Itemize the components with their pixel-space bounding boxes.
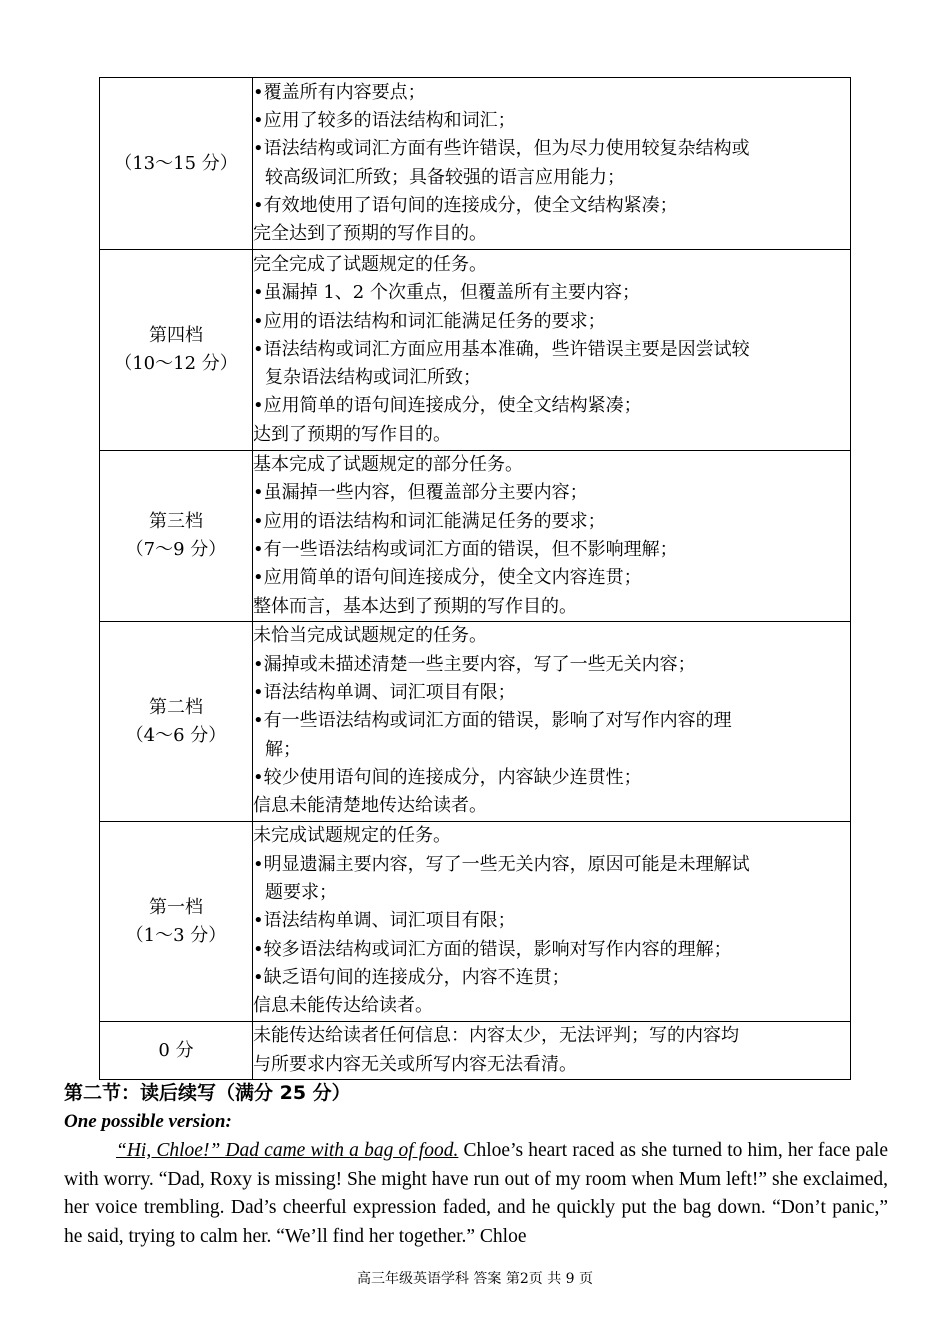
- criteria-line: •语法结构或词汇方面应用基本准确，些许错误主要是因尝试较: [253, 338, 750, 360]
- rubric-row: [100, 250, 851, 451]
- criteria-line: •语法结构单调、词汇项目有限；: [253, 910, 516, 932]
- criteria-cell: [253, 622, 851, 822]
- criteria-line: 完全达到了预期的写作目的。: [253, 223, 487, 245]
- criteria-line: 未能传达给读者任何信息：内容太少，无法评判；写的内容均: [253, 1025, 739, 1047]
- grade-level: 第三档: [149, 511, 203, 532]
- grade-cell: [100, 250, 253, 451]
- grade-level: 第二档: [149, 696, 203, 718]
- grade-cell: [100, 622, 253, 822]
- criteria-line: •虽漏掉 1、2 个次重点，但覆盖所有主要内容；: [253, 282, 640, 304]
- grade-score: （7～9 分）: [125, 539, 227, 560]
- grade-cell: [100, 1022, 253, 1080]
- criteria-cell: [253, 822, 851, 1022]
- sample-essay: [64, 1137, 888, 1251]
- criteria-line: 题要求；: [265, 882, 337, 904]
- rubric-row: [100, 1022, 851, 1080]
- grade-score: 0 分: [158, 1039, 194, 1061]
- criteria-line: •应用的语法结构和词汇能满足任务的要求；: [253, 310, 606, 332]
- criteria-line: •应用了较多的语法结构和词汇；: [253, 109, 516, 131]
- criteria-line: 达到了预期的写作目的。: [253, 423, 451, 445]
- criteria-line: •语法结构或词汇方面有些许错误，但为尽力使用较复杂结构或: [253, 138, 750, 160]
- rubric-body: [100, 78, 851, 1080]
- criteria-line: 整体而言，基本达到了预期的写作目的。: [253, 595, 577, 617]
- page-footer: 高三年级英语学科 答案 第2页 共 9 页: [356, 1271, 594, 1287]
- criteria-line: •有一些语法结构或词汇方面的错误，影响了对写作内容的理: [253, 710, 732, 732]
- criteria-cell: [253, 1022, 851, 1080]
- grade-score: （4～6 分）: [125, 724, 227, 746]
- criteria-line: 未完成试题规定的任务。: [253, 825, 451, 847]
- rubric-row: [100, 622, 851, 822]
- grade-score: （13～15 分）: [114, 152, 238, 174]
- criteria-line: 基本完成了试题规定的部分任务。: [253, 454, 523, 476]
- criteria-line: 完全完成了试题规定的任务。: [253, 253, 487, 275]
- grade-score: （10～12 分）: [114, 353, 238, 374]
- rubric-row: [100, 78, 851, 250]
- criteria-line: 未恰当完成试题规定的任务。: [253, 625, 487, 647]
- criteria-line: 与所要求内容无关或所写内容无法看清。: [253, 1053, 577, 1075]
- criteria-line: 信息未能传达给读者。: [253, 995, 433, 1017]
- criteria-line: 复杂语法结构或词汇所致；: [265, 367, 481, 389]
- criteria-line: •较多语法结构或词汇方面的错误，影响对写作内容的理解；: [253, 938, 732, 960]
- grade-level: 第一档: [149, 896, 203, 918]
- criteria-line: 解；: [265, 738, 301, 760]
- criteria-line: •有一些语法结构或词汇方面的错误，但不影响理解；: [253, 539, 678, 560]
- grade-cell: [100, 451, 253, 622]
- criteria-line: •应用的语法结构和词汇能满足任务的要求；: [253, 510, 606, 532]
- given-opening-sentence: “Hi, Chloe!” Dad came with a bag of food.: [116, 1140, 459, 1161]
- essay-body: Chloe’s heart raced as she turned to him, her face pale with worry. “Dad, Roxy is missing! She might have run out of my room when Mum left!” she exclaimed, her voice trembling. Dad’s cheerful expression faded, and he quickly put the bag down. “Don’t panic,” he said, trying to calm her. “We’ll find her together.” Chloe: [64, 1140, 888, 1247]
- scoring-rubric-table: [99, 77, 851, 1080]
- criteria-line: •缺乏语句间的连接成分，内容不连贯；: [253, 966, 570, 988]
- rubric-row: [100, 822, 851, 1022]
- criteria-line: •覆盖所有内容要点；: [253, 81, 426, 103]
- grade-cell: [100, 78, 253, 250]
- criteria-line: •明显遗漏主要内容，写了一些无关内容，原因可能是未理解试: [253, 853, 750, 875]
- criteria-line: •较少使用语句间的连接成分，内容缺少连贯性；: [253, 766, 642, 788]
- criteria-line: 较高级词汇所致；具备较强的语言应用能力；: [265, 166, 625, 188]
- rubric-row: [100, 451, 851, 622]
- criteria-cell: [253, 451, 851, 622]
- section-title: 第二节：读后续写（满分 25 分）: [64, 1082, 351, 1104]
- criteria-line: •有效地使用了语句间的连接成分，使全文结构紧凑；: [253, 194, 678, 216]
- grade-level: 第四档: [149, 325, 203, 346]
- criteria-line: •虽漏掉一些内容，但覆盖部分主要内容；: [253, 482, 588, 504]
- criteria-line: •漏掉或未描述清楚一些主要内容，写了一些无关内容；: [253, 653, 696, 675]
- grade-cell: [100, 822, 253, 1022]
- criteria-cell: [253, 250, 851, 451]
- criteria-line: •应用简单的语句间连接成分，使全文结构紧凑；: [253, 395, 642, 417]
- grade-score: （1～3 分）: [125, 924, 227, 946]
- version-label: One possible version:: [64, 1111, 232, 1132]
- criteria-line: •语法结构单调、词汇项目有限；: [253, 682, 516, 704]
- criteria-line: 信息未能清楚地传达给读者。: [253, 795, 487, 817]
- criteria-cell: [253, 78, 851, 250]
- criteria-line: •应用简单的语句间连接成分，使全文内容连贯；: [253, 567, 642, 589]
